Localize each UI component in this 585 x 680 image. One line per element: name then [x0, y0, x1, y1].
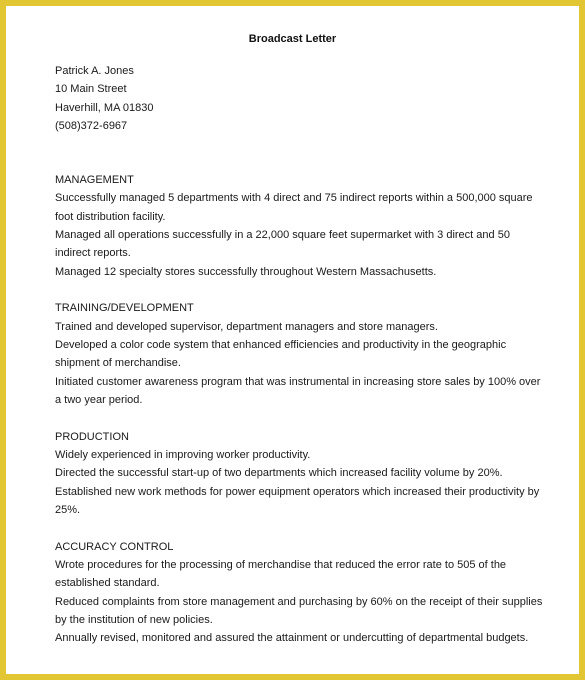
section-line: Managed 12 specialty stores successfully throughout Western Massachusetts. [55, 265, 437, 278]
sender-city: Haverhill, MA 01830 [55, 101, 154, 114]
section-line: established standard. [55, 577, 160, 590]
section-line: 25%. [55, 503, 81, 516]
section-line: Initiated customer awareness program that was instrumental in increasing store sales by 100% over [55, 375, 541, 388]
section-line: by the institution of new policies. [55, 613, 213, 626]
section-line: a two year period. [55, 393, 143, 406]
section-line: Annually revised, monitored and assured the attainment or undercutting of departmental budgets. [55, 632, 529, 645]
section-line: Developed a color code system that enhanced efficiencies and productivity in the geographic [55, 339, 507, 352]
section-line: foot distribution facility. [55, 210, 166, 223]
section-heading: TRAINING/DEVELOPMENT [55, 302, 194, 315]
section-line: Widely experienced in improving worker productivity. [55, 449, 311, 462]
section-line: indirect reports. [55, 247, 131, 260]
section-production [55, 428, 540, 519]
sender-phone: (508)372-6967 [55, 119, 128, 132]
sender-address [55, 62, 535, 135]
section-line: Reduced complaints from store management and purchasing by 60% on the receipt of their supplies [55, 595, 543, 608]
section-line: shipment of merchandise. [55, 357, 181, 370]
section-line: Established new work methods for power equipment operators which increased their productivity by [55, 485, 540, 498]
section-training [55, 299, 541, 409]
section-heading: ACCURACY CONTROL [55, 540, 174, 553]
section-line: Directed the successful start-up of two departments which increased facility volume by 20%. [55, 467, 503, 480]
document-page [6, 6, 579, 674]
sender-name: Patrick A. Jones [55, 65, 134, 77]
section-management [55, 171, 535, 281]
section-line: Wrote procedures for the processing of merchandise that reduced the error rate to 505 of the [55, 559, 507, 572]
sender-street: 10 Main Street [55, 83, 127, 96]
document-title: Broadcast Letter [248, 33, 337, 45]
section-line: Trained and developed supervisor, department managers and store managers. [55, 320, 438, 333]
section-heading: PRODUCTION [55, 430, 129, 443]
document-body [55, 62, 543, 666]
section-accuracy-control [55, 538, 543, 648]
section-line: Managed all operations successfully in a 22,000 square feet supermarket with 3 direct and 50 [55, 229, 510, 242]
section-heading: MANAGEMENT [55, 174, 134, 187]
section-line: Successfully managed 5 departments with 4 direct and 75 indirect reports within a 500,000 square [55, 192, 533, 205]
